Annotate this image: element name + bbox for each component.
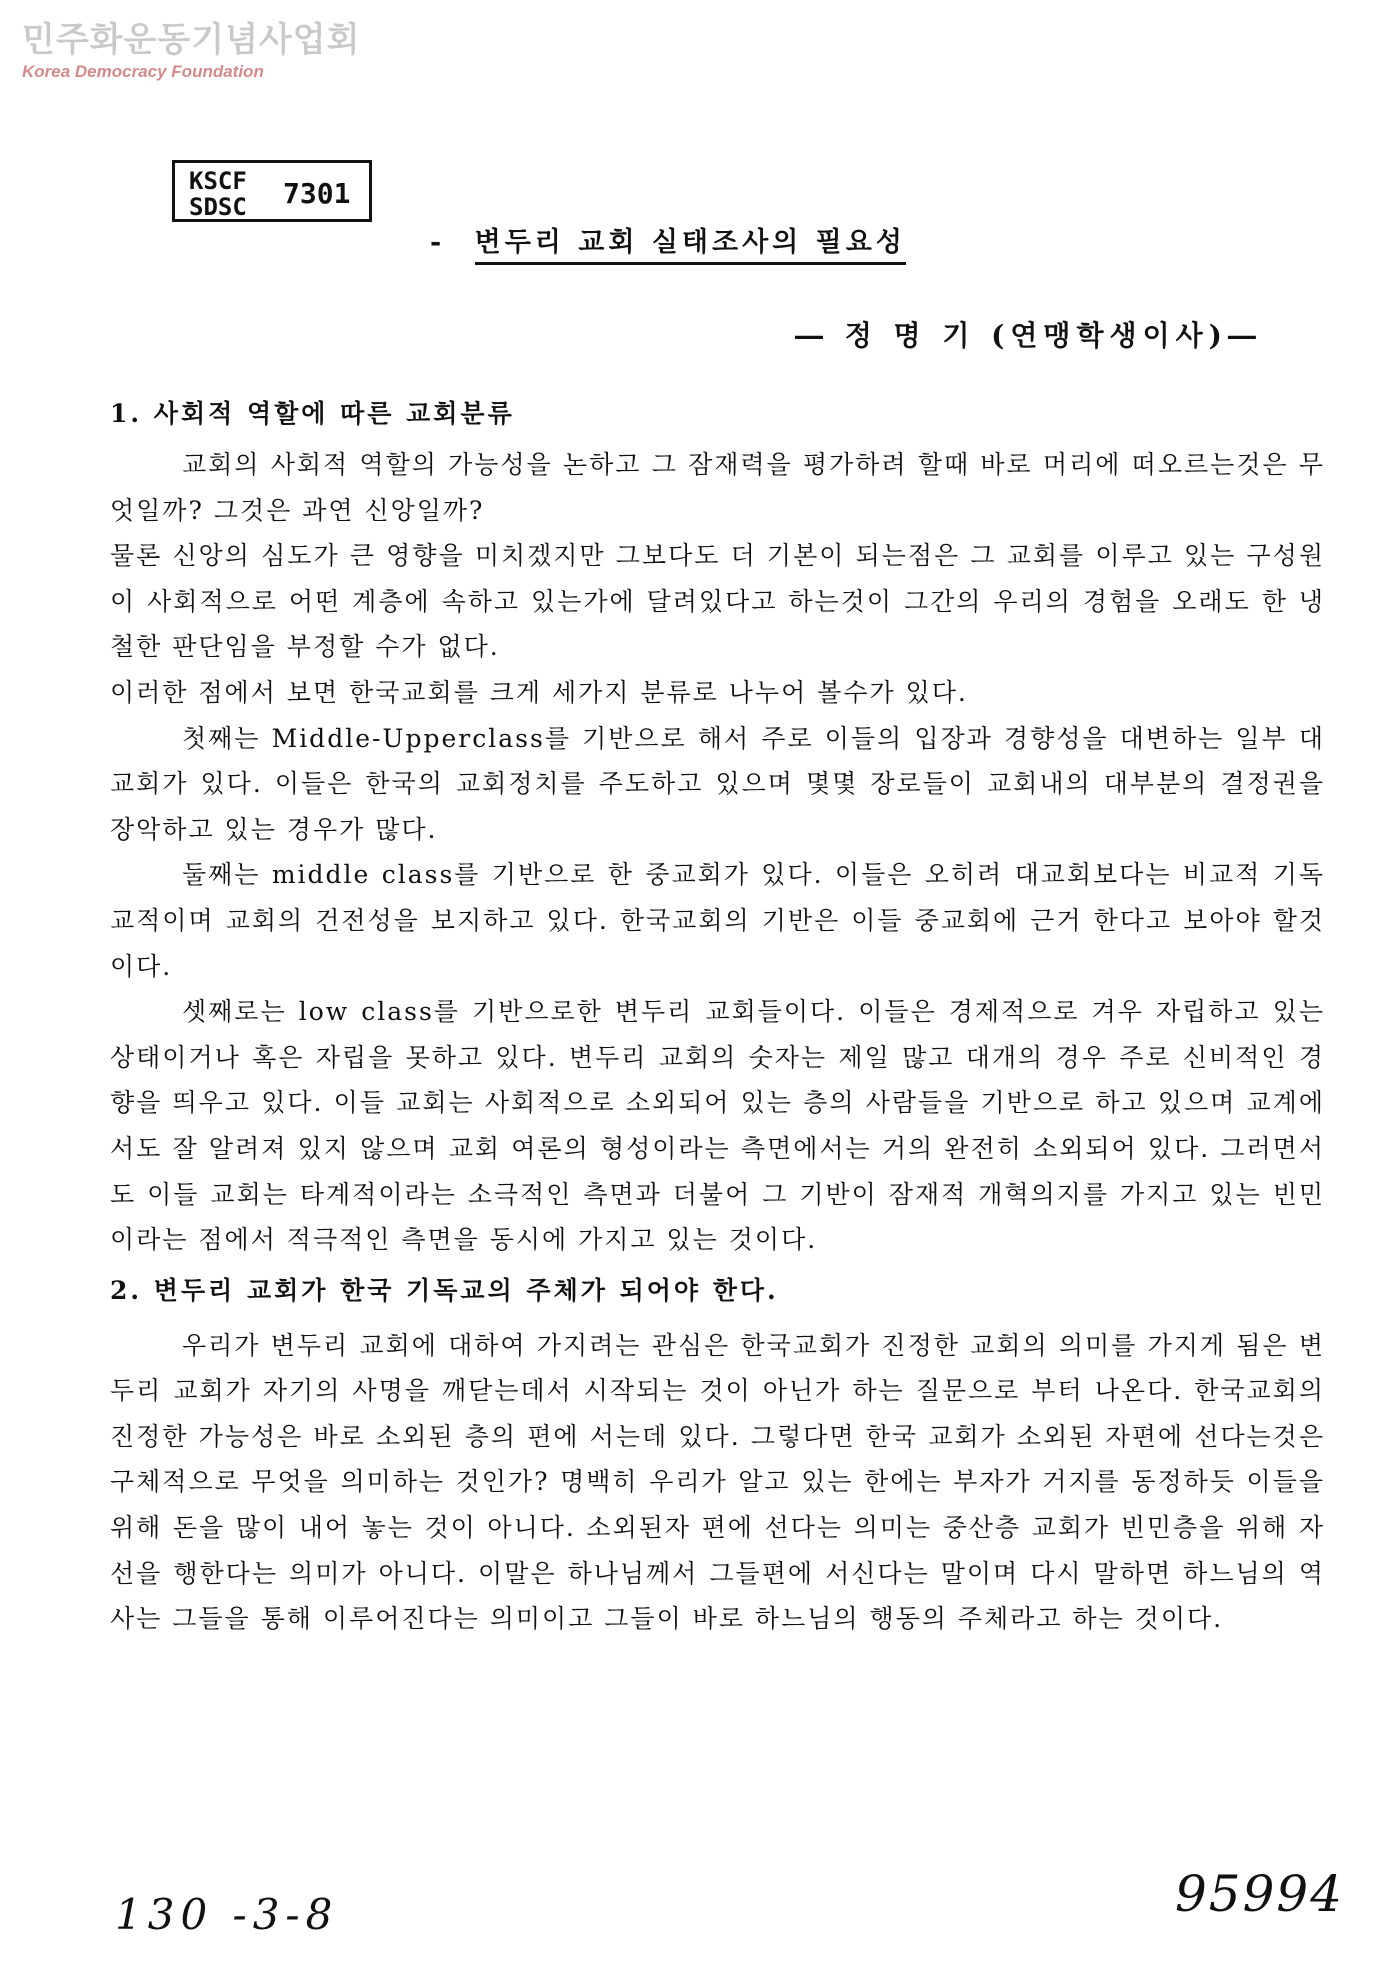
document-body <box>110 392 1325 1642</box>
document-title <box>430 220 930 259</box>
foundation-watermark <box>22 20 360 82</box>
paragraph: 셋째로는 low class를 기반으로한 변두리 교회들이다. 이들은 경제적으로 겨우 자립하고 있는 상태이거나 혹은 자립을 못하고 있다. 변두리 교회의 숫자는 제일 많고 대개의 경우 주로 신비적인 경향을 띄우고 있다. 이들 교회는 사회적으로 소외되어 있는 층의 사람들을 기반으로 하고 있으며 교계에서도 잘 알려져 있지 않으며 교회 여론의 형성이라는 측면에서는 거의 완전히 소외되어 있다. 그러면서도 이들 교회는 타계적이라는 소극적인 측면과 더불어 그 기반이 잠재적 개혁의지를 가지고 있는 빈민이라는 점에서 적극적인 측면을 동시에 가지고 있는 것이다. <box>110 997 1325 1255</box>
paragraph: 둘째는 middle class를 기반으로 한 중교회가 있다. 이들은 오히려 대교회보다는 비교적 기독교적이며 교회의 건전성을 보지하고 있다. 한국교회의 기반은 이들 중교회에 근거 한다고 보아야 할것이다. <box>110 860 1325 981</box>
author-line: ― 정 명 기 (연맹학생이사)― <box>795 319 1262 352</box>
paragraph: 물론 신앙의 심도가 큰 영향을 미치겠지만 그보다도 더 기본이 되는점은 그 교회를 이루고 있는 구성원이 사회적으로 어떤 계층에 속하고 있는가에 달려있다고 하는것이 그간의 우리의 경험을 오래도 한 냉철한 판단임을 부정할 수가 없다. <box>110 541 1325 662</box>
stamp-line-2: SDSC <box>189 193 247 221</box>
stamp-line-1: KSCF <box>189 167 247 195</box>
section-heading-1: 1. 사회적 역할에 따른 교회분류 <box>110 399 515 428</box>
paragraph: 이러한 점에서 보면 한국교회를 크게 세가지 분류로 나누어 볼수가 있다. <box>110 677 968 707</box>
section-heading-2: 2. 변두리 교회가 한국 기독교의 주체가 되어야 한다. <box>110 1275 779 1305</box>
paragraph: 우리가 변두리 교회에 대하여 가지려는 관심은 한국교회가 진정한 교회의 의미를 가지게 됨은 변두리 교회가 자기의 사명을 깨닫는데서 시작되는 것이 아닌가 하는 질문으로 부터 나온다. 한국교회의 진정한 가능성은 바로 소외된 층의 편에 서는데 있다. 그렇다면 한국 교회가 소외된 자편에 선다는것은 구체적으로 무엇을 의미하는 것인가? 명백히 우리가 알고 있는 한에는 부자가 거지를 동정하듯 이들을 위해 돈을 많이 내어 놓는 것이 아니다. 소외된자 편에 선다는 의미는 중산층 교회가 빈민층을 위해 자선을 행한다는 의미가 아니다. 이말은 하나님께서 그들편에 서신다는 말이며 다시 말하면 하느님의 역사는 그들을 통해 이루어진다는 의미이고 그들이 바로 하느님의 행동의 주체라고 하는 것이다. <box>110 1330 1325 1634</box>
paragraph: 교회의 사회적 역할의 가능성을 논하고 그 잠재력을 평가하려 할때 바로 머리에 떠오르는것은 무엇일까? 그것은 과연 신앙일까? <box>110 450 1325 525</box>
paragraph: 첫째는 Middle-Upperclass를 기반으로 해서 주로 이들의 입장과 경향성을 대변하는 일부 대교회가 있다. 이들은 한국의 교회정치를 주도하고 있으며 몇몇 장로들이 교회내의 대부분의 결정권을 장악하고 있는 경우가 많다. <box>110 723 1325 844</box>
handwritten-reference: 130 -3-8 <box>115 1890 339 1939</box>
archive-stamp <box>172 160 372 222</box>
title-prefix: - <box>430 227 446 258</box>
handwritten-page-number: 95994 <box>1175 1865 1345 1923</box>
watermark-korean: 민주화운동기념사업회 <box>22 20 361 60</box>
stamp-number: 7301 <box>283 177 351 210</box>
watermark-english: Korea Democracy Foundation <box>22 62 264 81</box>
title-text: 변두리 교회 실태조사의 필요성 <box>475 227 906 265</box>
